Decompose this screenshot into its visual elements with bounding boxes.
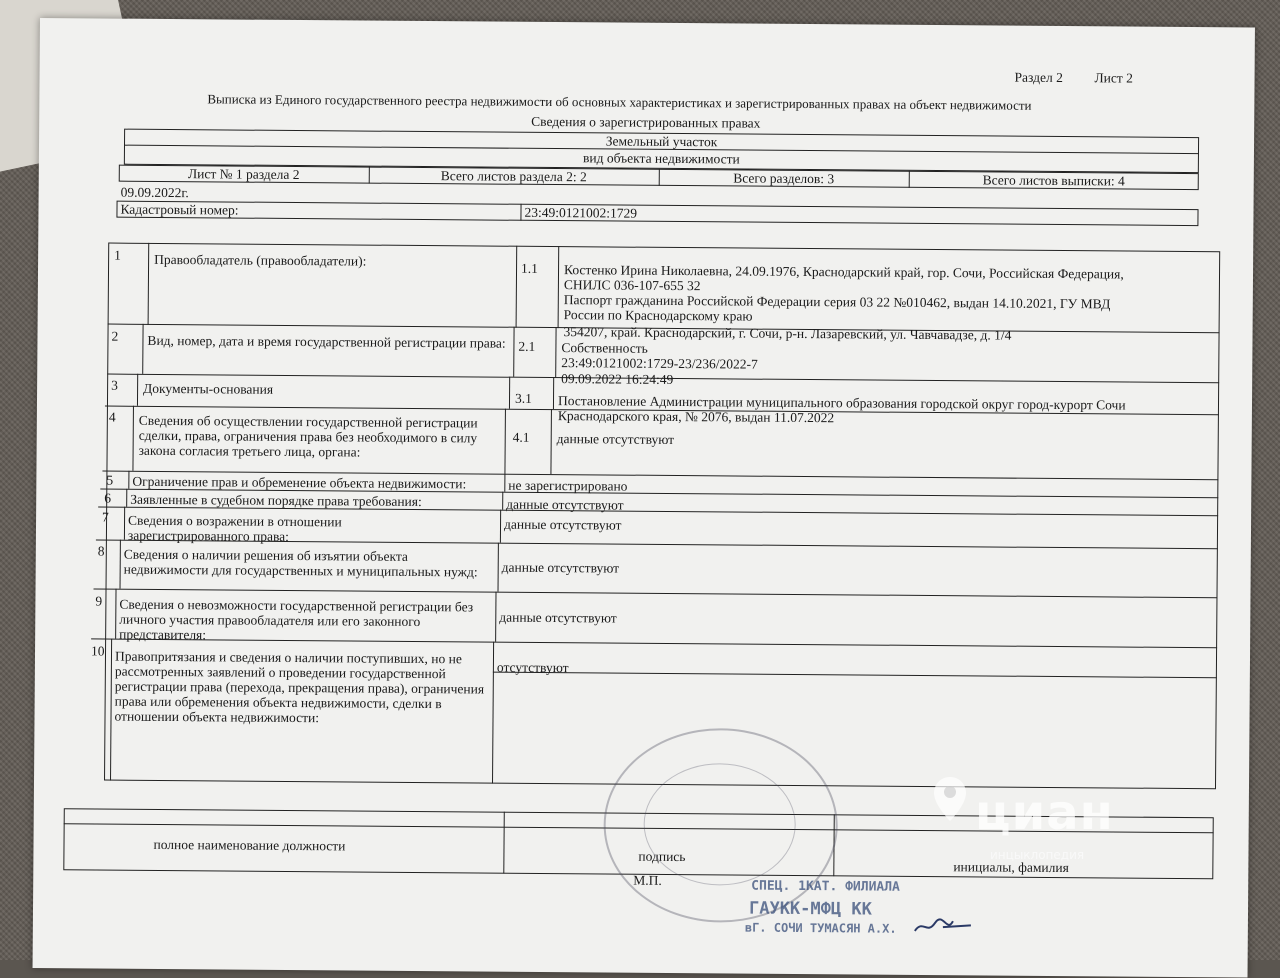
row-number: 1: [114, 247, 121, 263]
watermark-subtext: инцыклопедия: [990, 848, 1085, 862]
position-caption: полное наименование должности: [153, 836, 346, 854]
object-type-caption: вид объекта недвижимости: [583, 150, 740, 167]
row-subnumber: 2.1: [518, 338, 536, 354]
consent-value: данные отсутствуют: [556, 431, 675, 447]
map-pin-icon: [930, 775, 970, 825]
cadastral-number: 23:49:0121002:1729: [524, 204, 638, 221]
holder-line: России по Краснодарскому краю: [563, 307, 753, 324]
row-label-consent: Сведения об осуществлении государственной регистрации сделки, права, ограничения права без необходимого в силу закона согласия третьего лица, органа:: [138, 412, 478, 460]
row-label-registration: Вид, номер, дата и время государственной регистрации права:: [147, 332, 506, 351]
row-label-basis-documents: Документы-основания: [143, 380, 274, 397]
holder-line: Костенко Ирина Николаевна, 24.09.1976, Краснодарский край, гор. Сочи, Российская Федерация,: [563, 262, 1124, 282]
row-number: 9: [95, 593, 103, 609]
row-number: 7: [102, 509, 109, 525]
sheet-number-in-section: Лист № 1 раздела 2: [187, 166, 300, 183]
signature-caption: подпись: [638, 848, 686, 865]
row-number: 2: [111, 328, 119, 344]
seal-place-label: М.П.: [633, 872, 662, 888]
extract-date: 09.09.2022г.: [120, 184, 189, 201]
row-number: 3: [111, 377, 118, 393]
claims-pending-value: отсутствуют: [496, 659, 569, 676]
row-subnumber: 1.1: [520, 260, 538, 276]
basis-document-line: Постановление Администрации муниципального образования городской округ город-курорт Сочи: [557, 393, 1126, 413]
cadastral-label: Кадастровый номер:: [120, 201, 239, 218]
claims-value: данные отсутствуют: [506, 496, 624, 513]
initials-caption: инициалы, фамилия: [953, 859, 1069, 876]
encumbrance-value: не зарегистрировано: [508, 477, 628, 494]
row-number: 8: [97, 543, 105, 559]
row-number: 4: [108, 409, 116, 425]
cadastral-row: [116, 201, 1198, 226]
row-subnumber: 4.1: [512, 429, 530, 445]
holder-line: Паспорт гражданина Российской Федерации серия 03 22 №010462, выдан 14.10.2021, ГУ МВД: [563, 292, 1111, 312]
section-number: Раздел 2: [1014, 69, 1063, 86]
row-label-objection: Сведения о возражении в отношении зарегистрированного права:: [127, 512, 342, 544]
total-sheets-extract: Всего листов выписки: 4: [982, 172, 1125, 189]
watermark-logo: циан: [975, 785, 1114, 841]
seizure-value: данные отсутствуют: [501, 559, 620, 576]
round-seal-inner-ring: [643, 763, 796, 886]
official-stamp-line: вГ. СОЧИ ТУМАСЯН А.Х.: [744, 920, 897, 936]
registration-line: 09.09.2022 16:24:49: [561, 371, 674, 387]
row-label-holder: Правообладатель (правообладатели):: [154, 251, 367, 269]
holder-line: 354207, край. Краснодарский, г. Сочи, р-н. Лазаревский, ул. Чавчавадзе, д. 1/4: [563, 324, 1012, 343]
document-title: Выписка из Единого государственного реестра недвижимости об основных характеристиках и зарегистрированных правах на объект недвижимости: [207, 91, 1032, 113]
document-subtitle: Сведения о зарегистрированных правах: [531, 113, 761, 131]
row-label-personal-participation: Сведения о невозможности государственной регистрации без личного участия правообладателя или его законного представителя:: [119, 596, 474, 643]
object-type-value: Земельный участок: [605, 133, 718, 150]
personal-participation-value: данные отсутствуют: [499, 609, 617, 626]
registration-line: 23:49:0121002:1729-23/236/2022-7: [561, 355, 758, 372]
official-stamp-line: СПЕЦ. 1КАТ. ФИЛИАЛА: [751, 878, 900, 895]
handwritten-signature: [913, 915, 973, 937]
row-number: 5: [106, 472, 114, 488]
registration-line: Собственность: [561, 340, 648, 356]
total-sections: Всего разделов: 3: [733, 170, 835, 187]
official-stamp-line: ГАУКК-МФЦ КК: [748, 898, 872, 920]
row-label-seizure: Сведения о наличии решения об изъятии объекта недвижимости для государственных и муниципальных нужд:: [123, 546, 478, 580]
basis-document-line: Краснодарского края, № 2076, выдан 11.07.2022: [557, 408, 835, 426]
row-label-claims: Заявленные в судебном порядке права требования:: [130, 491, 422, 510]
sheet-number: Лист 2: [1094, 70, 1134, 86]
row-label-encumbrance: Ограничение прав и обременение объекта недвижимости:: [132, 473, 467, 492]
holder-line: СНИЛС 036-107-655 32: [563, 277, 701, 294]
row-subnumber: 3.1: [514, 390, 532, 406]
objection-value: данные отсутствуют: [503, 516, 622, 533]
row-number: 6: [104, 490, 112, 506]
row-label-claims-pending: Правопритязания и сведения о наличии поступивших, но не рассмотренных заявлений о проведении государственной регистрации права (перехода, прекращения права), ограничения права или обременения объекта недвижимости, сделки в отношении объекта недвижимости:: [114, 648, 485, 726]
total-sheets-section: Всего листов раздела 2: 2: [440, 168, 587, 185]
row-number: 10: [90, 643, 105, 659]
